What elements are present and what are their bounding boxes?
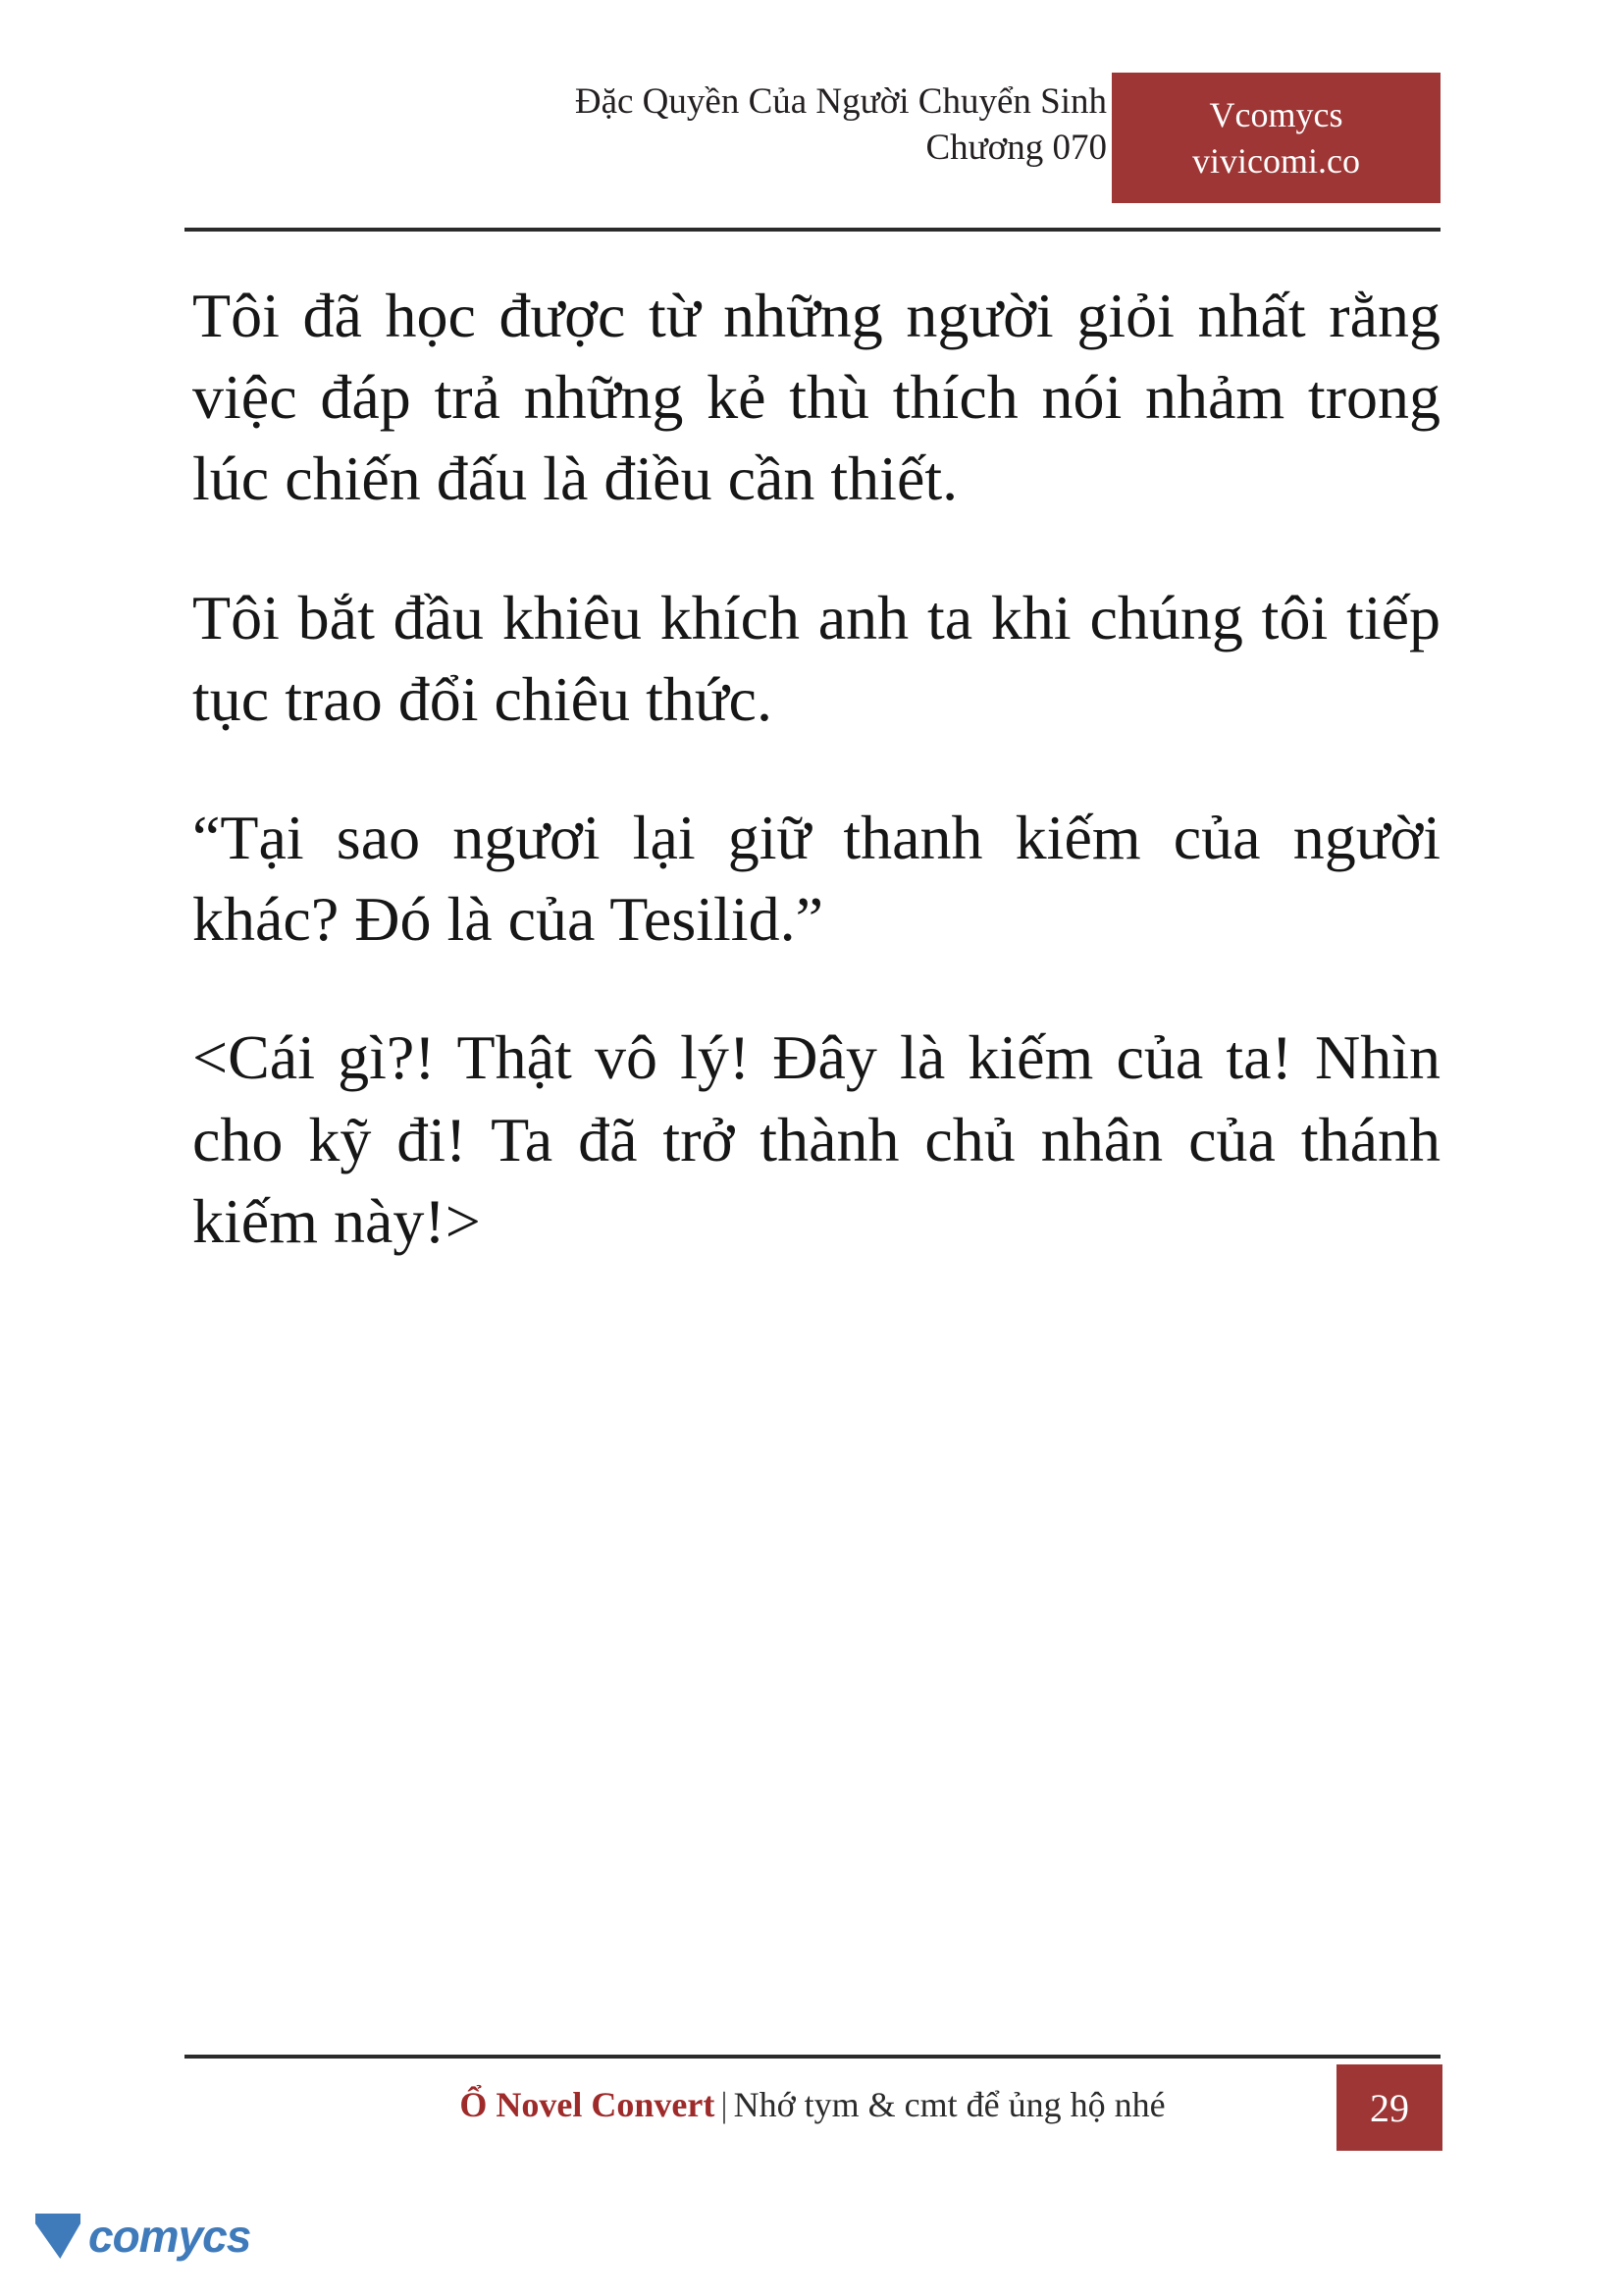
watermark-label: comycs [88,2211,251,2262]
paragraph: Tôi bắt đầu khiêu khích anh ta khi chúng tôi tiếp tục trao đổi chiêu thức. [192,582,1441,734]
page-header [184,78,1441,235]
site-badge [1112,73,1441,203]
chapter-title: Chương 070 [925,128,1107,169]
vcomycs-logo-icon [35,2214,80,2259]
header-divider [184,228,1441,232]
footer-credit [184,2084,1441,2126]
page-footer [184,2076,1441,2145]
vcomycs-watermark [35,2198,281,2274]
paragraph: <Cái gì?! Thật vô lý! Đây là kiếm của ta! Nhìn cho kỹ đi! Ta đã trở thành chủ nhân của thánh kiếm này!> [192,1022,1441,1256]
footer-separator: | [720,2085,728,2124]
footer-note: Nhớ tym & cmt để ủng hộ nhé [733,2085,1166,2124]
footer-brand: Ổ Novel Convert [459,2085,715,2124]
site-badge-name: Vcomycs [1209,94,1343,134]
site-badge-url: vivicomi.co [1192,140,1360,181]
paragraph: Tôi đã học được từ những người giỏi nhất rằng việc đáp trả những kẻ thù thích nói nhảm trong lúc chiến đấu là điều cần thiết. [192,281,1441,514]
footer-divider [184,2055,1441,2059]
page-number: 29 [1336,2064,1442,2151]
book-title: Đặc Quyền Của Người Chuyển Sinh [574,81,1107,122]
header-title-block [575,78,1107,172]
paragraph: “Tại sao ngươi lại giữ thanh kiếm của người khác? Đó là của Tesilid.” [192,802,1441,955]
page-content [192,275,1441,1262]
